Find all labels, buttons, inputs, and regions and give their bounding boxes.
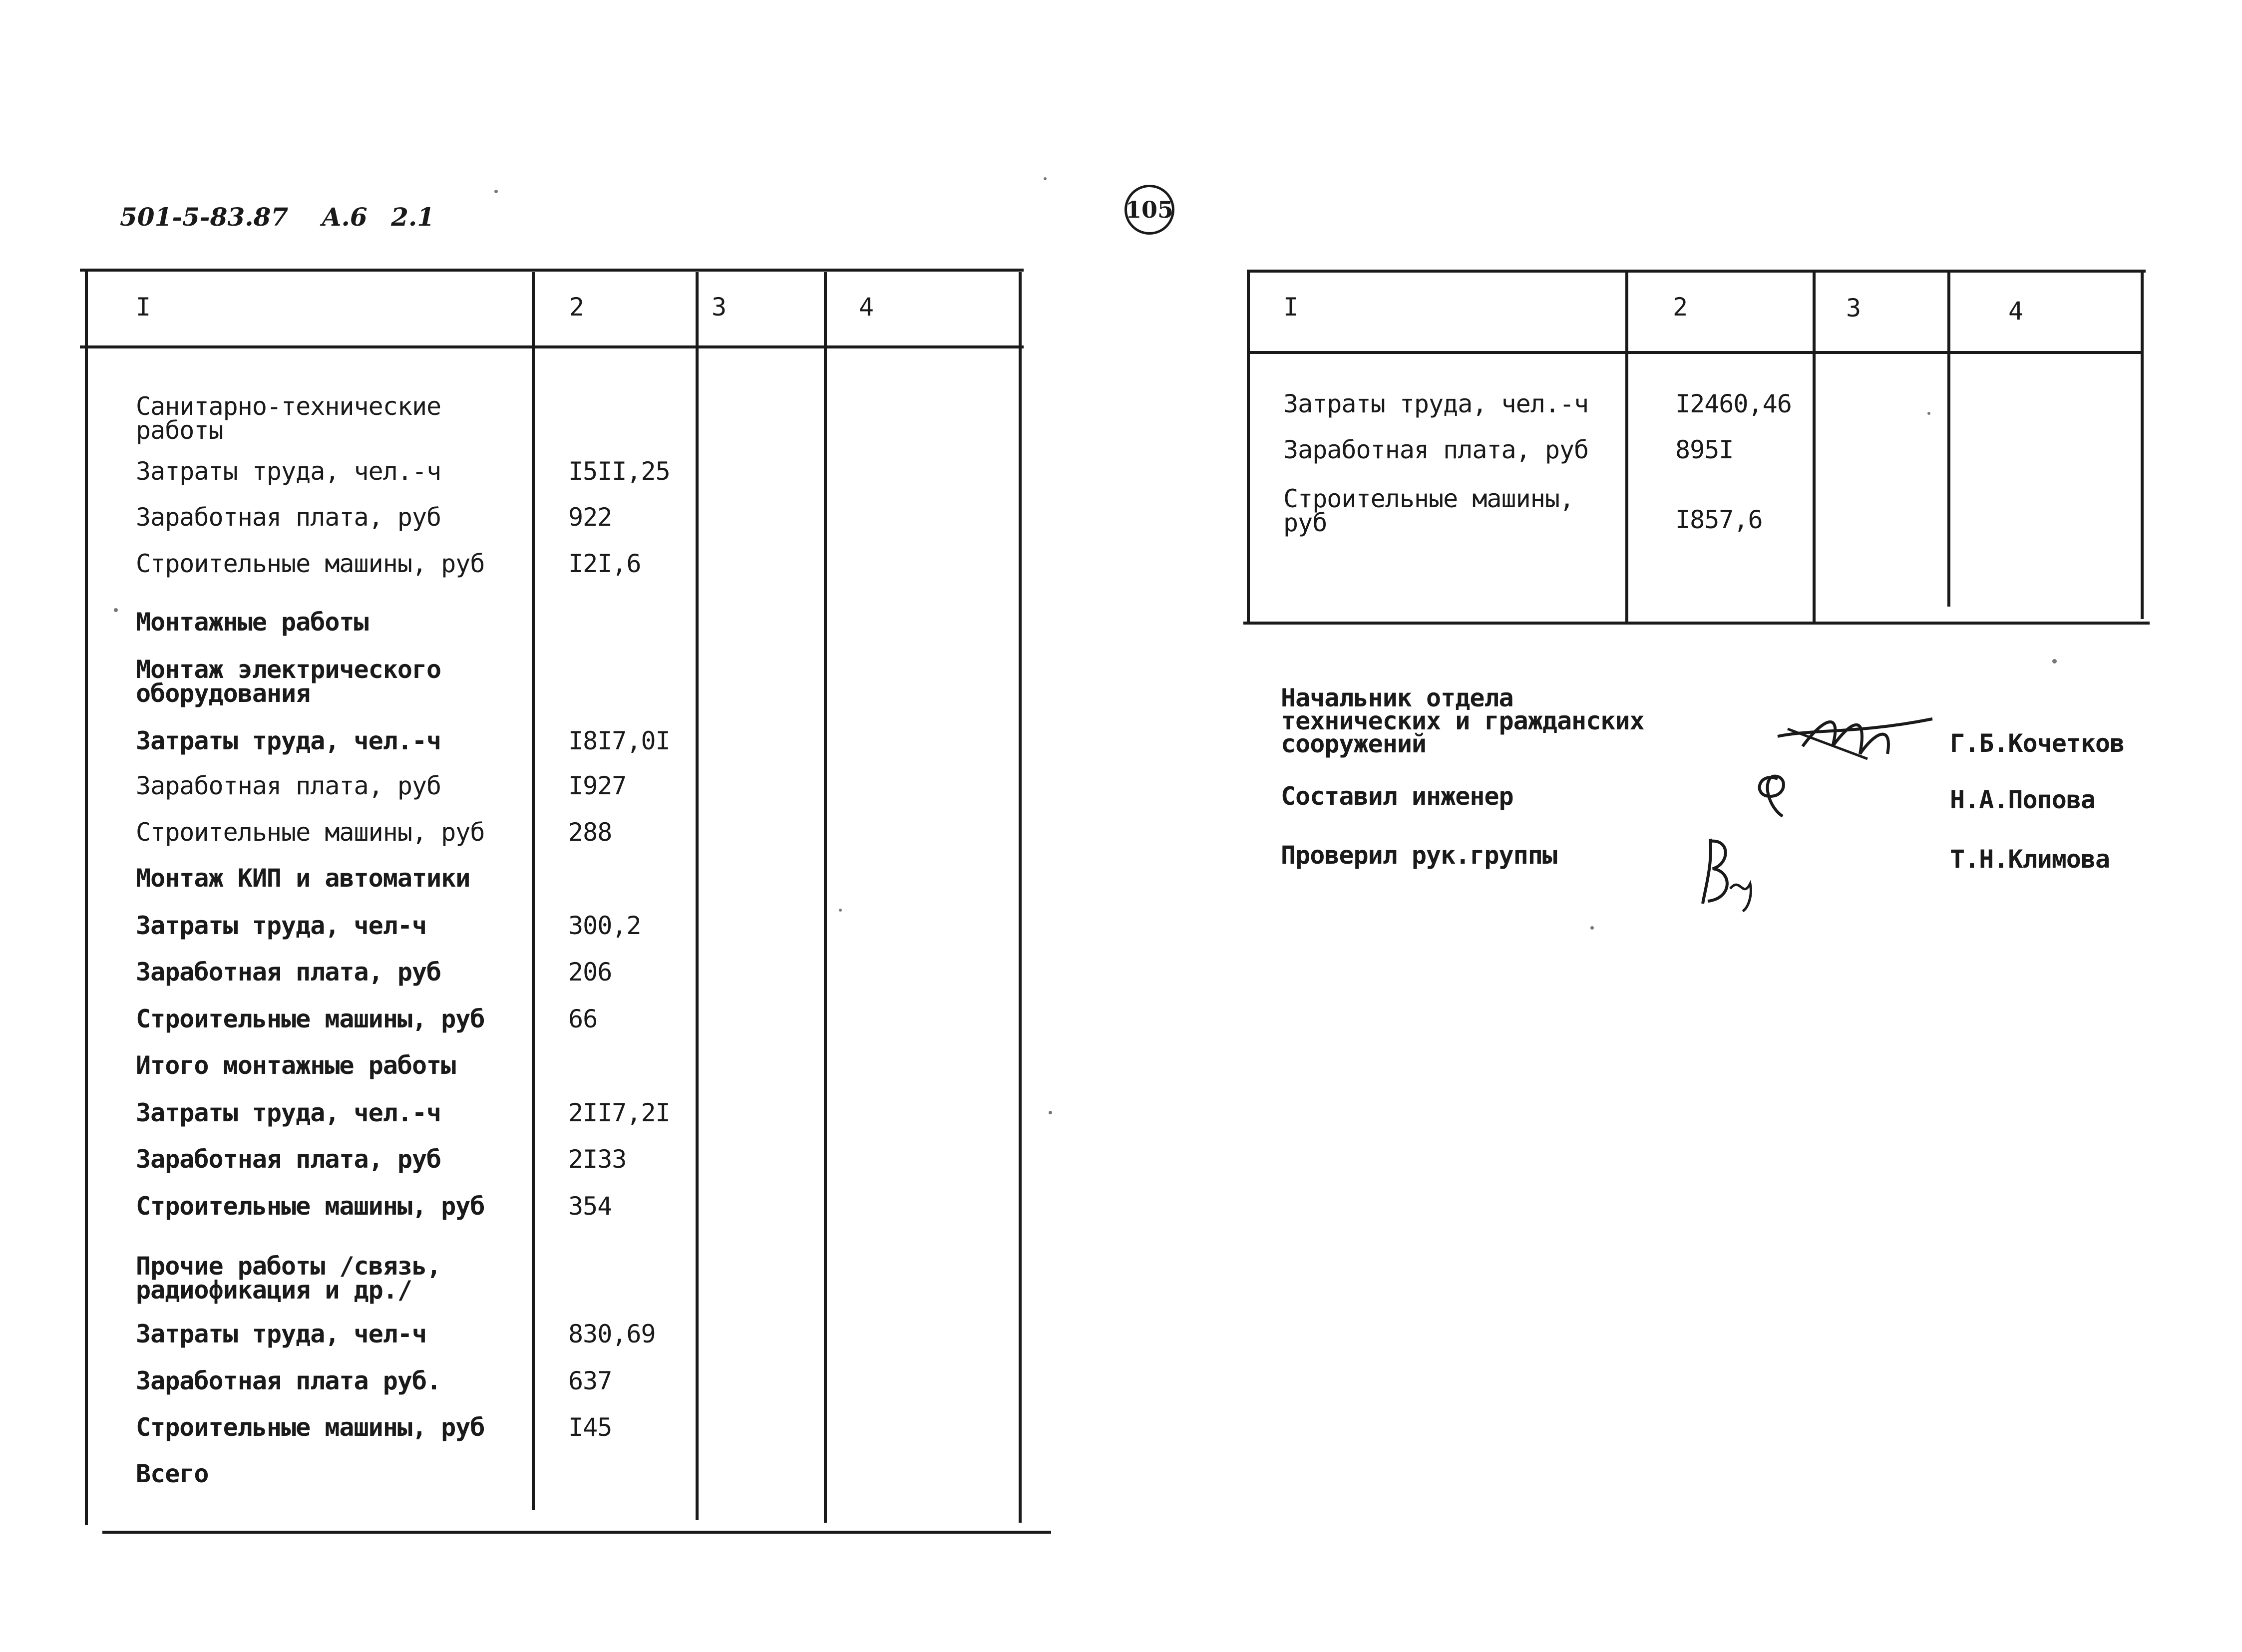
left-row-value: 2I33 bbox=[568, 1145, 627, 1174]
left-row-label: Прочие работы /связь, радиофикация и др./ bbox=[136, 1252, 441, 1305]
right-row-value: I2460,46 bbox=[1675, 389, 1792, 418]
right-col-header-3: 3 bbox=[1846, 294, 1861, 323]
left-row-label: Заработная плата, руб bbox=[136, 958, 441, 987]
left-row-label: Затраты труда, чел.-ч bbox=[136, 726, 441, 755]
left-col-header-4: 4 bbox=[859, 293, 874, 322]
left-row-value: 300,2 bbox=[568, 911, 641, 940]
signature-role: Проверил рук.группы bbox=[1281, 841, 1557, 870]
left-row-label: Монтажные работы bbox=[136, 608, 369, 637]
document-code-annotation bbox=[120, 202, 434, 232]
signature-kochetkov bbox=[1768, 699, 1957, 774]
page-number-circle bbox=[1124, 185, 1174, 235]
left-row-label: Всего bbox=[136, 1459, 209, 1488]
left-row-value: I2I,6 bbox=[568, 549, 641, 578]
left-row-value: I45 bbox=[568, 1413, 612, 1442]
left-row-label: Строительные машины, руб bbox=[136, 1413, 485, 1442]
right-row-value: I857,6 bbox=[1675, 505, 1763, 534]
left-col-header-2: 2 bbox=[569, 293, 584, 322]
left-row-value: 830,69 bbox=[568, 1320, 656, 1348]
left-row-label: Заработная плата, руб bbox=[136, 771, 441, 800]
left-row-value: 637 bbox=[568, 1366, 612, 1395]
left-row-value: 2II7,2I bbox=[568, 1098, 670, 1127]
right-row-label: Затраты труда, чел.-ч bbox=[1283, 389, 1589, 418]
signature-name: Г.Б.Кочетков bbox=[1950, 729, 2125, 758]
left-row-value: I927 bbox=[568, 771, 627, 800]
right-col-header-2: 2 bbox=[1673, 293, 1688, 322]
left-row-value: 206 bbox=[568, 958, 612, 987]
left-row-label: Затраты труда, чел-ч bbox=[136, 911, 427, 940]
left-row-label: Заработная плата, руб bbox=[136, 503, 441, 532]
right-col-header-4: 4 bbox=[2008, 297, 2023, 326]
left-row-value: I8I7,0I bbox=[568, 726, 670, 755]
left-row-value: 922 bbox=[568, 503, 612, 532]
left-row-label: Монтаж электрического оборудования bbox=[136, 655, 441, 708]
signature-klimova bbox=[1695, 829, 1765, 914]
left-row-label: Заработная плата, руб bbox=[136, 1145, 441, 1174]
right-col-header-1: I bbox=[1283, 293, 1298, 322]
sheet-code: 2.1 bbox=[391, 202, 435, 232]
left-row-value: 288 bbox=[568, 818, 612, 847]
left-row-value: 354 bbox=[568, 1192, 612, 1221]
signature-role: Составил инженер bbox=[1281, 782, 1513, 811]
left-row-label: Строительные машины, руб bbox=[136, 818, 485, 847]
left-row-label: Строительные машины, руб bbox=[136, 1192, 485, 1221]
left-row-label: Затраты труда, чел.-ч bbox=[136, 457, 441, 486]
left-row-value: 66 bbox=[568, 1004, 598, 1033]
left-row-label: Строительные машины, руб bbox=[136, 549, 485, 578]
left-row-label: Заработная плата руб. bbox=[136, 1366, 441, 1395]
signature-name: Н.А.Попова bbox=[1950, 785, 2096, 814]
page-number: 105 bbox=[1125, 196, 1174, 223]
album-code: A.6 bbox=[322, 202, 368, 232]
right-row-label: Заработная плата, руб bbox=[1283, 435, 1589, 464]
signature-popova bbox=[1748, 766, 1798, 826]
right-row-label: Строительные машины, руб bbox=[1283, 484, 1574, 537]
left-row-label: Итого монтажные работы bbox=[136, 1051, 456, 1080]
right-row-value: 895I bbox=[1675, 435, 1734, 464]
left-row-label: Затраты труда, чел-ч bbox=[136, 1320, 427, 1348]
signature-name: Т.Н.Климова bbox=[1950, 845, 2110, 874]
left-row-value: I5II,25 bbox=[568, 457, 670, 486]
left-row-label: Строительные машины, руб bbox=[136, 1004, 485, 1033]
left-col-header-3: 3 bbox=[712, 293, 727, 322]
left-row-label: Санитарно-технические работы bbox=[136, 392, 441, 445]
left-row-label: Затраты труда, чел.-ч bbox=[136, 1098, 441, 1127]
doc-code: 501-5-83.87 bbox=[120, 202, 289, 232]
left-row-label: Монтаж КИП и автоматики bbox=[136, 864, 470, 893]
signature-role: Начальник отдела технических и гражданских сооружений bbox=[1281, 683, 1644, 758]
left-col-header-1: I bbox=[136, 293, 151, 322]
